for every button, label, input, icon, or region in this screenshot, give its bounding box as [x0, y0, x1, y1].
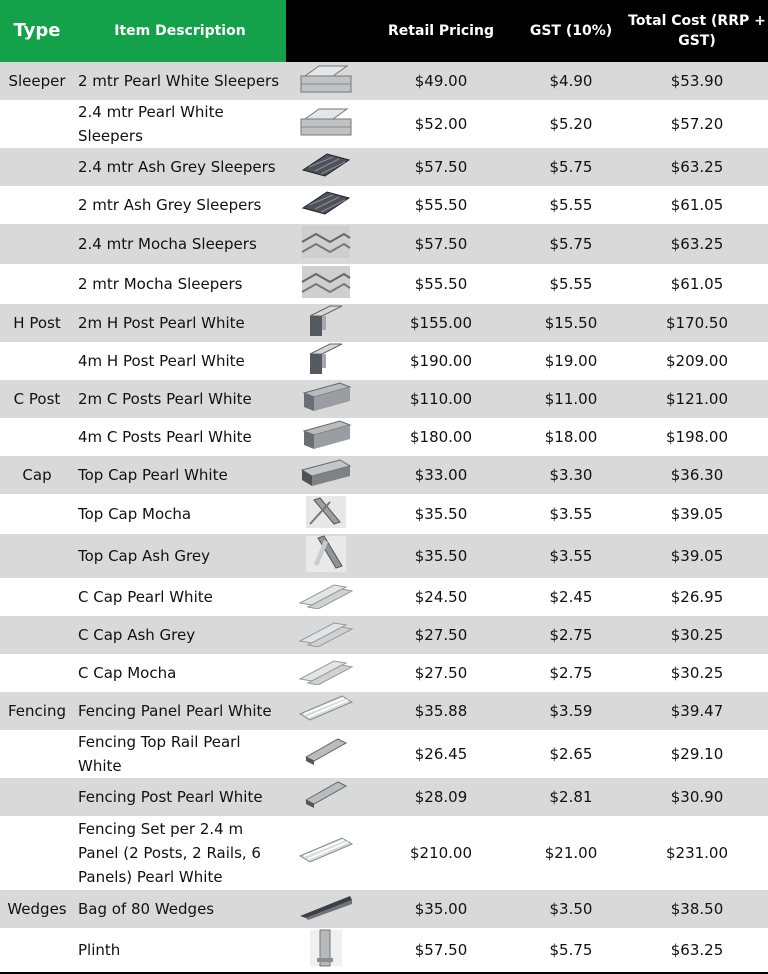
table-row [0, 100, 768, 148]
cell-retail: $35.88 [366, 692, 516, 730]
cell-description: 2 mtr Pearl White Sleepers [74, 62, 286, 100]
cell-description: 2.4 mtr Pearl White Sleepers [78, 103, 224, 145]
cell-description: 2.4 mtr Mocha Sleepers [74, 224, 286, 264]
cell-type: Sleeper [0, 62, 74, 100]
cell-type [0, 816, 74, 890]
cell-type: C Post [0, 380, 74, 418]
cell-image [286, 186, 366, 224]
header-retail: Retail Pricing [366, 0, 516, 62]
cell-total: $26.95 [670, 588, 724, 606]
cell-retail: $24.50 [414, 588, 468, 606]
cell-description: 4m H Post Pearl White [78, 352, 245, 370]
cell-description: Fencing Top Rail Pearl White [78, 733, 241, 775]
table-row [0, 494, 768, 534]
h-post-icon [304, 304, 348, 342]
cell-gst: $3.50 [516, 890, 626, 928]
cell-type: Cap [0, 456, 74, 494]
cell-image [286, 148, 366, 186]
cell-type [0, 418, 74, 456]
cell-retail: $210.00 [409, 844, 473, 862]
cell-total: $231.00 [665, 844, 729, 862]
table-row [0, 148, 768, 186]
cell-type [0, 100, 74, 148]
cell-total: $63.25 [626, 148, 768, 186]
cell-type [0, 186, 74, 224]
cell-description: 2 mtr Ash Grey Sleepers [78, 196, 262, 214]
cell-total: $63.25 [626, 224, 768, 264]
fencing-rail-icon [304, 780, 348, 814]
cell-total: $61.05 [670, 196, 724, 214]
table-row [0, 730, 768, 778]
cell-type [0, 494, 74, 534]
table-row [0, 264, 768, 304]
cell-type [0, 342, 74, 380]
table-row [0, 928, 768, 973]
cell-retail: $55.50 [414, 196, 468, 214]
sleeper-pearl-white-icon [297, 62, 355, 100]
sleeper-ash-grey-icon [299, 188, 353, 222]
cell-retail: $180.00 [409, 428, 473, 446]
cell-total: $53.90 [626, 62, 768, 100]
cell-retail: $35.00 [366, 890, 516, 928]
table-row [0, 342, 768, 380]
cell-description: Top Cap Pearl White [74, 456, 286, 494]
c-cap-icon [298, 657, 354, 689]
h-post-icon [304, 342, 348, 380]
cell-total: $209.00 [665, 352, 729, 370]
cell-gst: $3.55 [516, 534, 626, 578]
cell-image [286, 890, 366, 928]
cell-gst: $5.20 [549, 115, 593, 133]
cell-total: $39.05 [670, 505, 724, 523]
cell-description: C Cap Ash Grey [74, 616, 286, 654]
cell-type [0, 730, 74, 778]
cell-gst: $4.90 [516, 62, 626, 100]
cell-type [0, 224, 74, 264]
cell-image [286, 578, 366, 616]
top-cap-icon [300, 458, 352, 492]
cell-total: $29.10 [670, 745, 724, 763]
cell-description: Plinth [74, 928, 286, 973]
cell-type [0, 654, 74, 692]
cell-retail: $35.50 [414, 505, 468, 523]
c-post-icon [300, 381, 352, 417]
table-row [0, 380, 768, 418]
table-row [0, 816, 768, 890]
cell-description: Top Cap Mocha [78, 505, 192, 523]
top-cap-ash-grey-icon [304, 534, 348, 578]
sleeper-pearl-white-icon [297, 105, 355, 143]
cell-description: 2 mtr Mocha Sleepers [78, 275, 243, 293]
table-row [0, 456, 768, 494]
sleeper-ash-grey-icon [299, 150, 353, 184]
cell-description: C Cap Mocha [78, 664, 177, 682]
cell-retail: $110.00 [366, 380, 516, 418]
cell-total: $198.00 [665, 428, 729, 446]
cell-image [286, 264, 366, 304]
cell-total: $30.90 [626, 778, 768, 816]
cell-image [286, 534, 366, 578]
cell-description: Fencing Post Pearl White [74, 778, 286, 816]
c-cap-icon [298, 619, 354, 651]
cell-retail: $55.50 [414, 275, 468, 293]
cell-gst: $19.00 [544, 352, 598, 370]
cell-gst: $15.50 [516, 304, 626, 342]
cell-retail: $26.45 [414, 745, 468, 763]
cell-image [286, 616, 366, 654]
cell-image [286, 494, 366, 534]
cell-type [0, 534, 74, 578]
table-row [0, 534, 768, 578]
header-type: Type [0, 0, 74, 62]
cell-description: Fencing Set per 2.4 m Panel (2 Posts, 2 Rails, 6 Panels) Pearl White [78, 820, 261, 886]
sleeper-mocha-icon [300, 224, 352, 264]
cell-gst: $3.55 [549, 505, 593, 523]
sleeper-mocha-icon [300, 264, 352, 304]
cell-total: $39.05 [626, 534, 768, 578]
cell-retail: $27.50 [366, 616, 516, 654]
cell-type [0, 778, 74, 816]
cell-retail: $57.50 [366, 928, 516, 973]
table-row [0, 616, 768, 654]
c-cap-icon [298, 581, 354, 613]
plinth-icon [308, 928, 344, 972]
table-row [0, 578, 768, 616]
table-row [0, 654, 768, 692]
cell-image [286, 62, 366, 100]
cell-total: $57.20 [670, 115, 724, 133]
cell-gst: $2.45 [549, 588, 593, 606]
cell-description: 2.4 mtr Ash Grey Sleepers [74, 148, 286, 186]
cell-retail: $49.00 [366, 62, 516, 100]
cell-retail: $57.50 [366, 148, 516, 186]
cell-description: 2m H Post Pearl White [74, 304, 286, 342]
table-row [0, 186, 768, 224]
cell-gst: $5.55 [549, 275, 593, 293]
cell-image [286, 456, 366, 494]
cell-type [0, 148, 74, 186]
cell-image [286, 418, 366, 456]
cell-image [286, 730, 366, 778]
cell-description: Bag of 80 Wedges [74, 890, 286, 928]
fencing-panel-icon [298, 694, 354, 728]
cell-type [0, 928, 74, 973]
cell-gst: $2.65 [549, 745, 593, 763]
cell-retail: $52.00 [414, 115, 468, 133]
cell-image [286, 304, 366, 342]
cell-gst: $11.00 [516, 380, 626, 418]
cell-total: $61.05 [670, 275, 724, 293]
top-cap-mocha-icon [304, 494, 348, 534]
wedge-icon [298, 894, 354, 924]
table-row [0, 224, 768, 264]
cell-image [286, 100, 366, 148]
cell-type: Fencing [0, 692, 74, 730]
cell-type [0, 616, 74, 654]
cell-total: $63.25 [626, 928, 768, 973]
cell-retail: $190.00 [409, 352, 473, 370]
header-row [0, 0, 768, 62]
cell-retail: $155.00 [366, 304, 516, 342]
table-row [0, 778, 768, 816]
table-row [0, 304, 768, 342]
header-description: Item Description [74, 0, 286, 62]
cell-gst: $2.75 [516, 616, 626, 654]
cell-retail: $35.50 [366, 534, 516, 578]
cell-gst: $5.75 [516, 224, 626, 264]
cell-gst: $5.75 [516, 148, 626, 186]
header-total: Total Cost (RRP + GST) [626, 0, 768, 62]
cell-image [286, 816, 366, 890]
cell-image [286, 380, 366, 418]
cell-image [286, 928, 366, 973]
cell-total: $30.25 [626, 616, 768, 654]
cell-description: Fencing Panel Pearl White [74, 692, 286, 730]
cell-gst: $3.59 [516, 692, 626, 730]
cell-image [286, 654, 366, 692]
cell-gst: $2.75 [549, 664, 593, 682]
cell-total: $39.47 [626, 692, 768, 730]
cell-description: 4m C Posts Pearl White [78, 428, 252, 446]
header-gst: GST (10%) [516, 0, 626, 62]
cell-image [286, 342, 366, 380]
cell-retail: $33.00 [366, 456, 516, 494]
cell-total: $38.50 [626, 890, 768, 928]
cell-image [286, 224, 366, 264]
cell-total: $36.30 [626, 456, 768, 494]
cell-retail: $28.09 [366, 778, 516, 816]
cell-retail: $57.50 [366, 224, 516, 264]
fencing-rail-icon [304, 737, 348, 771]
cell-gst: $21.00 [544, 844, 598, 862]
cell-total: $30.25 [670, 664, 724, 682]
header-image [286, 0, 366, 62]
table-row [0, 692, 768, 730]
table-row [0, 890, 768, 928]
table-row [0, 418, 768, 456]
cell-type: H Post [0, 304, 74, 342]
fencing-panel-icon [298, 836, 354, 870]
cell-description: Top Cap Ash Grey [74, 534, 286, 578]
cell-gst: $2.81 [516, 778, 626, 816]
cell-type: Wedges [0, 890, 74, 928]
cell-gst: $5.55 [549, 196, 593, 214]
cell-type [0, 578, 74, 616]
cell-total: $170.50 [626, 304, 768, 342]
cell-retail: $27.50 [414, 664, 468, 682]
cell-gst: $5.75 [516, 928, 626, 973]
table-row [0, 62, 768, 100]
cell-image [286, 692, 366, 730]
cell-gst: $18.00 [544, 428, 598, 446]
cell-description: 2m C Posts Pearl White [74, 380, 286, 418]
cell-gst: $3.30 [516, 456, 626, 494]
c-post-icon [300, 419, 352, 455]
cell-image [286, 778, 366, 816]
cell-description: C Cap Pearl White [78, 588, 213, 606]
cell-type [0, 264, 74, 304]
cell-total: $121.00 [626, 380, 768, 418]
